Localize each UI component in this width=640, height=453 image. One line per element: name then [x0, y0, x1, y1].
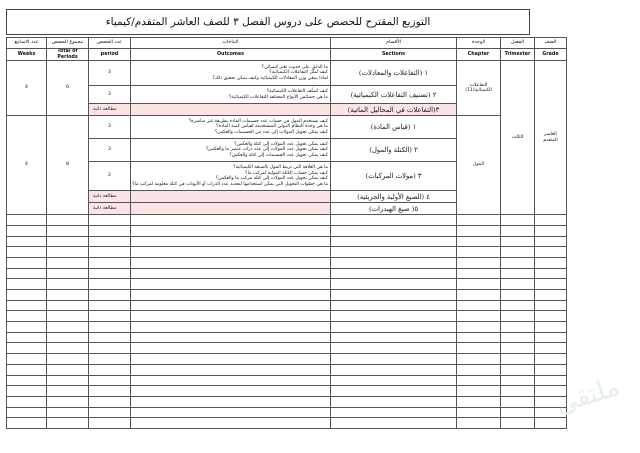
empty-row [7, 225, 567, 236]
empty-cell [535, 257, 567, 268]
empty-cell [457, 375, 501, 386]
empty-cell [535, 375, 567, 386]
empty-cell [89, 215, 131, 226]
outcome-line: كيف يمكن تحويل عدد الجسيمات إلى كتلة والعكس؟ [229, 152, 328, 158]
empty-cell [131, 364, 331, 375]
empty-cell [131, 332, 331, 343]
outcomes-cell [131, 61, 331, 86]
empty-row [7, 343, 567, 354]
empty-cell [331, 257, 457, 268]
empty-row [7, 279, 567, 290]
empty-cell [7, 300, 47, 311]
empty-cell [331, 343, 457, 354]
empty-cell [535, 236, 567, 247]
empty-cell [501, 375, 535, 386]
outcome-line: ما هي خطوات التحويل التي يمكن استخدامها لتحديد عدد الذرات أو الأيونات في كتلة معلومة لمركب ما؟ [132, 181, 328, 187]
empty-row [7, 418, 567, 429]
empty-row [7, 375, 567, 386]
empty-cell [331, 300, 457, 311]
empty-cell [457, 418, 501, 429]
empty-cell [457, 343, 501, 354]
empty-cell [47, 290, 89, 301]
empty-cell [501, 343, 535, 354]
header-weeks-en: Weeks [7, 49, 47, 61]
empty-cell [331, 407, 457, 418]
empty-cell [501, 290, 535, 301]
empty-cell [457, 311, 501, 322]
empty-cell [457, 407, 501, 418]
header-sections-ar: الأقسام [331, 38, 457, 49]
empty-cell [535, 268, 567, 279]
empty-cell [47, 418, 89, 429]
empty-cell [89, 386, 131, 397]
empty-cell [131, 343, 331, 354]
empty-cell [535, 364, 567, 375]
section-cell: ٢ (الكتلة والمول) [331, 139, 457, 162]
empty-cell [535, 322, 567, 333]
empty-cell [501, 225, 535, 236]
table-row [7, 61, 567, 86]
outcome-line: كيف يمكن تحويل عدد المولات إلى كتلة والعكس؟ [234, 141, 328, 147]
empty-cell [535, 290, 567, 301]
empty-cell [331, 386, 457, 397]
outcome-line: ما الدليل على حدوث تغير كيميائي؟ [261, 64, 328, 70]
empty-cell [501, 407, 535, 418]
empty-cell [535, 311, 567, 322]
empty-cell [7, 268, 47, 279]
empty-cell [47, 386, 89, 397]
empty-cell [7, 375, 47, 386]
period-cell: 3 [89, 116, 131, 139]
outcomes-cell-empty [131, 203, 331, 215]
header-total-en: Total of Periods [47, 49, 89, 61]
empty-cell [47, 215, 89, 226]
empty-cell [47, 354, 89, 365]
outcomes-cell [131, 139, 331, 162]
chapter-cell: المول [457, 116, 501, 215]
empty-cell [331, 290, 457, 301]
empty-row [7, 257, 567, 268]
empty-cell [457, 396, 501, 407]
empty-row [7, 311, 567, 322]
empty-cell [457, 300, 501, 311]
header-grade-ar: الصف [535, 38, 567, 49]
empty-cell [7, 343, 47, 354]
distribution-table [6, 37, 567, 429]
empty-cell [47, 225, 89, 236]
page-title: التوزيع المقترح للحصص على دروس الفصل ٣ للصف العاشر المتقدم/كيمياء [6, 9, 530, 35]
empty-row [7, 386, 567, 397]
total-periods-cell: 6 [47, 61, 89, 116]
section-cell: ١ (التفاعلات والمعادلات) [331, 61, 457, 86]
empty-cell [457, 364, 501, 375]
period-cell: 3 [89, 61, 131, 86]
outcomes-cell [131, 86, 331, 104]
header-chapter-en: Chapter [457, 49, 501, 61]
empty-cell [331, 322, 457, 333]
empty-cell [131, 300, 331, 311]
self-study-label: مطالعة ذاتية [89, 203, 131, 215]
empty-cell [457, 225, 501, 236]
empty-cell [535, 279, 567, 290]
empty-cell [89, 418, 131, 429]
empty-cell [535, 386, 567, 397]
empty-cell [47, 279, 89, 290]
empty-cell [47, 247, 89, 258]
empty-cell [7, 279, 47, 290]
empty-cell [331, 215, 457, 226]
empty-cell [131, 268, 331, 279]
watermark: ملتقى [551, 371, 624, 421]
trimester-cell: الثالث [501, 61, 535, 215]
empty-cell [457, 354, 501, 365]
empty-cell [7, 215, 47, 226]
empty-cell [457, 247, 501, 258]
empty-cell [457, 332, 501, 343]
period-cell: 2 [89, 162, 131, 191]
grade-cell: العاشر المتقدم [535, 61, 567, 215]
empty-cell [331, 247, 457, 258]
empty-row [7, 300, 567, 311]
self-study-label: مطالعة ذاتية [89, 104, 131, 116]
empty-cell [131, 407, 331, 418]
empty-cell [457, 268, 501, 279]
empty-cell [7, 354, 47, 365]
empty-cell [89, 290, 131, 301]
empty-cell [131, 375, 331, 386]
header-outcomes-ar: النتاجات [131, 38, 331, 49]
empty-cell [7, 386, 47, 397]
total-periods-cell: 8 [47, 116, 89, 215]
empty-cell [457, 279, 501, 290]
empty-cell [47, 236, 89, 247]
empty-row [7, 322, 567, 333]
empty-cell [501, 364, 535, 375]
section-cell: ٣ (مولات المركبات) [331, 162, 457, 191]
empty-cell [131, 225, 331, 236]
header-trimester-ar: الفصل [501, 38, 535, 49]
empty-row [7, 332, 567, 343]
outcomes-cell-empty [131, 104, 331, 116]
empty-cell [89, 247, 131, 258]
empty-cell [535, 396, 567, 407]
empty-cell [331, 396, 457, 407]
empty-cell [331, 311, 457, 322]
empty-cell [457, 215, 501, 226]
period-cell: 3 [89, 86, 131, 104]
empty-cell [7, 407, 47, 418]
empty-cell [535, 225, 567, 236]
header-grade-en: Grade [535, 49, 567, 61]
empty-cell [89, 364, 131, 375]
empty-cell [131, 322, 331, 333]
empty-cell [7, 290, 47, 301]
empty-cell [7, 257, 47, 268]
empty-cell [331, 375, 457, 386]
empty-cell [457, 236, 501, 247]
empty-row [7, 364, 567, 375]
header-row-english [7, 49, 567, 61]
empty-cell [131, 354, 331, 365]
empty-cell [501, 268, 535, 279]
section-cell: ٣(التفاعلات في المحاليل المائية) [331, 104, 457, 116]
empty-cell [457, 386, 501, 397]
outcome-line: كيف يمكن تحويل المولات إلى عدد من الجسيمات والعكس؟ [214, 129, 328, 135]
empty-cell [7, 332, 47, 343]
empty-row [7, 290, 567, 301]
outcome-line: كيف يمكن تحويل عدد المولات إلى عدد ذرات عنصر ما والعكس؟ [205, 147, 328, 153]
empty-cell [47, 343, 89, 354]
header-period-ar: عدد الحصص [89, 38, 131, 49]
empty-cell [331, 332, 457, 343]
empty-cell [535, 343, 567, 354]
empty-cell [457, 257, 501, 268]
empty-cell [89, 343, 131, 354]
empty-cell [47, 257, 89, 268]
outcome-line: كيف يمكن حساب الكتلة المولية لمركب ما؟ [245, 170, 328, 176]
outcomes-cell-empty [131, 191, 331, 203]
empty-cell [535, 332, 567, 343]
empty-cell [501, 396, 535, 407]
empty-cell [89, 407, 131, 418]
header-period-en: period [89, 49, 131, 61]
empty-cell [501, 247, 535, 258]
outcome-line: لماذا ينبغي وزن المعادلات الكيميائية وكيف يمكن تحقيق ذلك؟ [212, 75, 328, 81]
empty-cell [89, 375, 131, 386]
empty-cell [7, 364, 47, 375]
empty-cell [89, 311, 131, 322]
empty-cell [89, 236, 131, 247]
section-cell: ١ (قياس المادة) [331, 116, 457, 139]
empty-cell [131, 247, 331, 258]
empty-row [7, 247, 567, 258]
empty-cell [501, 332, 535, 343]
empty-cell [7, 418, 47, 429]
empty-cell [501, 215, 535, 226]
empty-cell [501, 322, 535, 333]
empty-rows [7, 215, 567, 429]
empty-cell [7, 225, 47, 236]
empty-cell [535, 407, 567, 418]
empty-row [7, 268, 567, 279]
period-cell: 3 [89, 139, 131, 162]
empty-cell [131, 311, 331, 322]
empty-cell [131, 418, 331, 429]
empty-cell [501, 236, 535, 247]
empty-cell [7, 322, 47, 333]
empty-cell [47, 375, 89, 386]
empty-cell [331, 279, 457, 290]
empty-cell [501, 300, 535, 311]
empty-cell [331, 418, 457, 429]
empty-cell [501, 386, 535, 397]
empty-cell [47, 322, 89, 333]
empty-cell [47, 364, 89, 375]
empty-cell [131, 396, 331, 407]
empty-cell [331, 236, 457, 247]
empty-cell [331, 364, 457, 375]
empty-cell [47, 332, 89, 343]
empty-cell [7, 236, 47, 247]
empty-cell [7, 311, 47, 322]
empty-cell [47, 407, 89, 418]
outcomes-cell [131, 162, 331, 191]
empty-row [7, 354, 567, 365]
empty-row [7, 215, 567, 226]
empty-cell [331, 225, 457, 236]
empty-cell [535, 300, 567, 311]
empty-cell [501, 279, 535, 290]
header-total-ar: مجموع الحصص [47, 38, 89, 49]
empty-cell [89, 225, 131, 236]
header-outcomes-en: Outcomes [131, 49, 331, 61]
empty-cell [457, 322, 501, 333]
outcome-line: ما هي العلاقة التي تربط المول بالصيغة الكيميائية؟ [233, 165, 328, 170]
outcome-line: كيف تُصنَّف التفاعلات الكيميائية؟ [266, 89, 328, 95]
empty-cell [47, 268, 89, 279]
empty-cell [457, 290, 501, 301]
self-study-label: مطالعة ذاتية [89, 191, 131, 203]
outcome-line: ما هي وحدة النظام الدولي المستخدمة لقياس كمية المادة؟ [216, 124, 328, 130]
empty-cell [89, 279, 131, 290]
section-cell: ٥( صيغ الهيدرات) [331, 203, 457, 215]
empty-cell [535, 215, 567, 226]
weeks-cell: 4 [7, 61, 47, 116]
empty-cell [331, 354, 457, 365]
table-row [7, 116, 567, 139]
empty-cell [131, 236, 331, 247]
empty-cell [89, 300, 131, 311]
empty-cell [89, 268, 131, 279]
outcome-line: كيف تُمثَّل التفاعلات الكيميائية؟ [269, 70, 328, 76]
empty-cell [47, 311, 89, 322]
empty-row [7, 236, 567, 247]
header-sections-en: Sections [331, 49, 457, 61]
empty-cell [89, 332, 131, 343]
outcome-line: ما هي خصائص الأنواع المختلفة للتفاعلات الكيميائية؟ [228, 94, 328, 100]
empty-cell [131, 215, 331, 226]
empty-cell [131, 290, 331, 301]
empty-cell [47, 300, 89, 311]
empty-cell [535, 418, 567, 429]
empty-cell [89, 257, 131, 268]
empty-cell [89, 322, 131, 333]
empty-row [7, 407, 567, 418]
chapter-cell: التفاعلات الكيميائية(11) [457, 61, 501, 116]
empty-cell [131, 279, 331, 290]
empty-cell [7, 396, 47, 407]
header-weeks-ar: عدد الاسابيع [7, 38, 47, 49]
empty-row [7, 396, 567, 407]
header-row-arabic [7, 38, 567, 49]
outcomes-cell [131, 116, 331, 139]
outcome-line: كيف يستخدم المول في حساب عدد جسيمات المادة بطريقة غير مباشرة؟ [188, 118, 328, 124]
empty-cell [501, 311, 535, 322]
section-cell: ٢ (تصنيف التفاعلات الكيميائية) [331, 86, 457, 104]
empty-cell [47, 396, 89, 407]
empty-cell [535, 354, 567, 365]
header-chapter-ar: الوحدة [457, 38, 501, 49]
empty-cell [131, 386, 331, 397]
outcome-line: كيف يمكن تحويل عدد المولات إلى كتلة مركب ما والعكس؟ [215, 176, 328, 182]
empty-cell [89, 396, 131, 407]
empty-cell [501, 354, 535, 365]
empty-cell [131, 257, 331, 268]
empty-cell [331, 268, 457, 279]
empty-cell [89, 354, 131, 365]
weeks-cell: 4 [7, 116, 47, 215]
empty-cell [7, 247, 47, 258]
header-trimester-en: Trimester [501, 49, 535, 61]
empty-cell [501, 418, 535, 429]
empty-cell [501, 257, 535, 268]
empty-cell [535, 247, 567, 258]
section-cell: ٤ (الصيغ الأولية والجزيئية) [331, 191, 457, 203]
